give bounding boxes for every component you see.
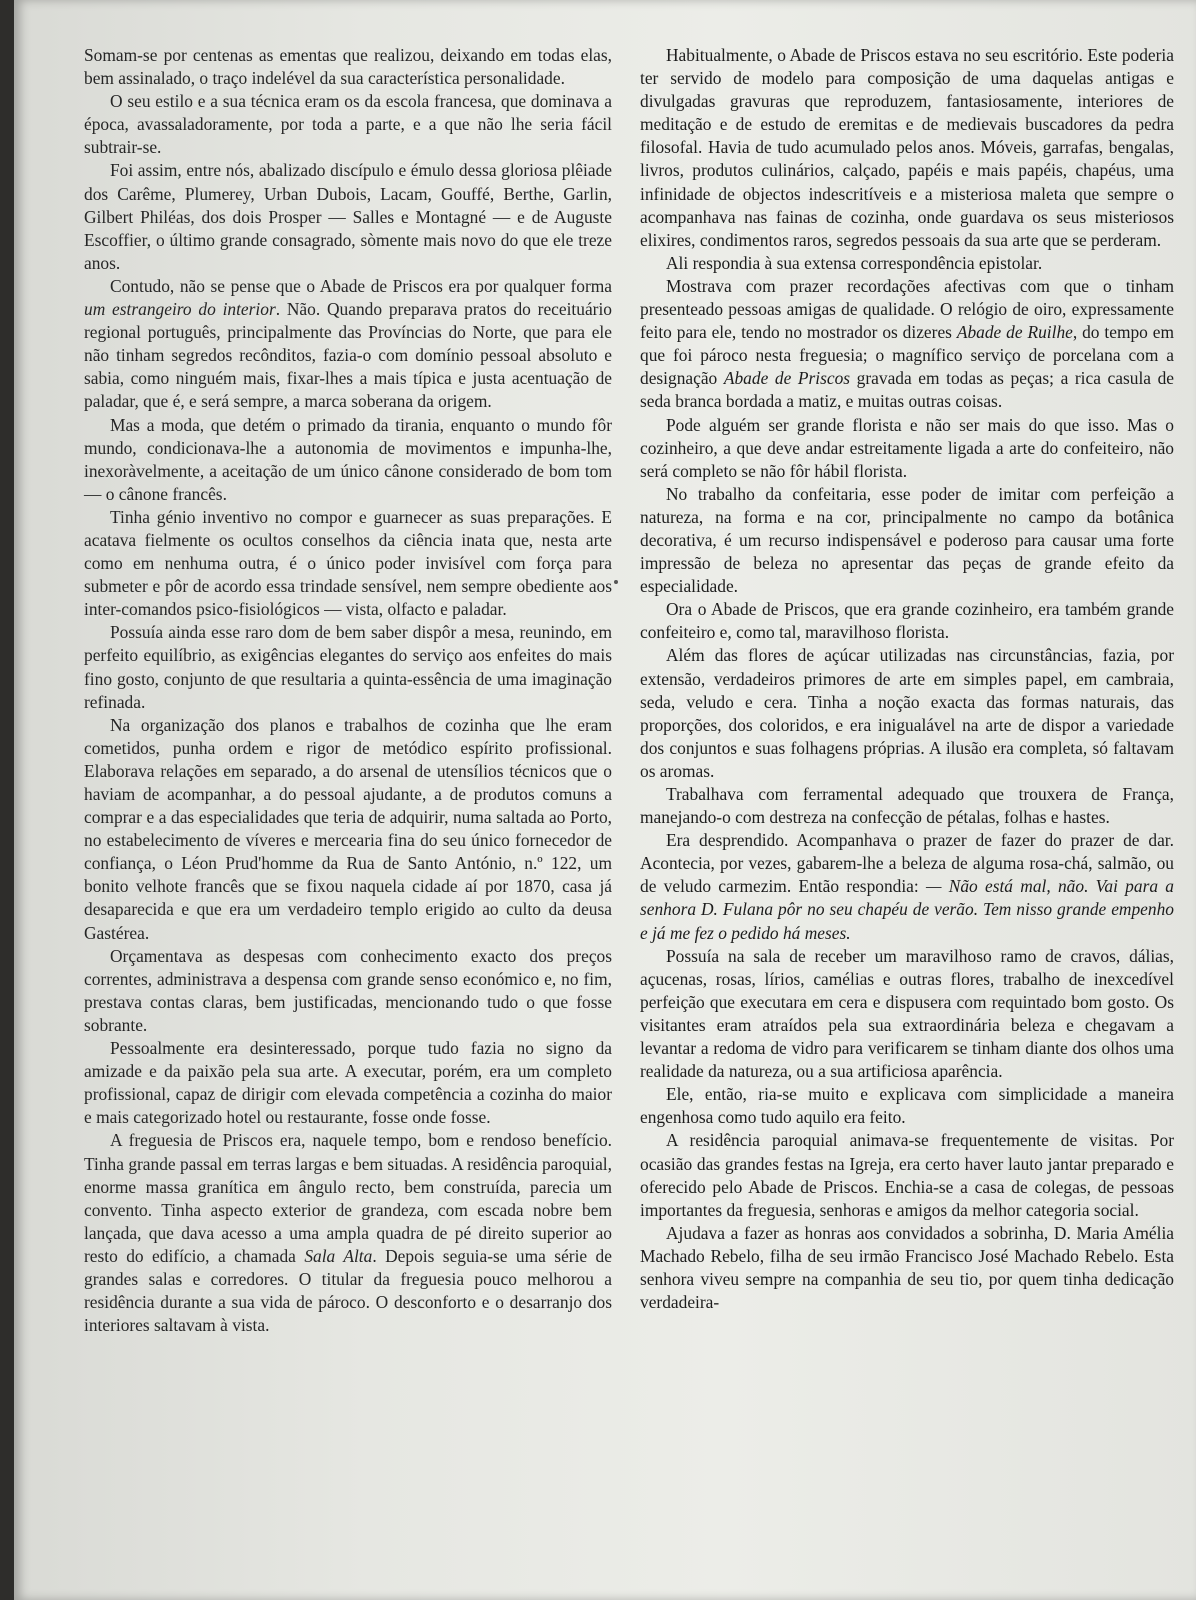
paragraph — [84, 1129, 612, 1337]
paragraph: O seu estilo e a sua técnica eram os da escola francesa, que dominava a época, avassaladoramente, por toda a parte, e a que não lhe seria fácil subtrair-se. — [84, 91, 612, 158]
italic-phrase: um estrangeiro do interior — [84, 299, 276, 320]
italic-phrase: Sala Alta — [304, 1245, 373, 1266]
paragraph — [640, 275, 1174, 414]
book-page — [14, 0, 1196, 1600]
paragraph: Pode alguém ser grande florista e não ser mais do que isso. Mas o cozinheiro, a que deve andar estreitamente ligada a arte do confeiteiro, não será completo se não fôr hábil florista. — [640, 414, 1174, 481]
paragraph: Foi assim, entre nós, abalizado discípulo e émulo dessa gloriosa plêiade dos Carême, Plumerey, Urban Dubois, Lacam, Gouffé, Berthe, Garlin, Gilbert Philéas, dos dois Prosper — Salles e Montagné — e de Auguste Escoffier, o último grande consagrado, sòmente mais novo do que ele treze anos. — [84, 160, 612, 273]
paragraph: Ali respondia à sua extensa correspondência epistolar. — [666, 252, 1043, 273]
paragraph: Tinha génio inventivo no compor e guarnecer as suas preparações. E acatava fielmente os ocultos conselhos da ciência inata que, nesta arte como em nenhuma outra, é o único poder invisível com força para submeter e pôr de acordo essa trindade sensível, nem sempre obediente aos inter-comandos psico-fisiológicos — vista, olfacto e paladar. — [84, 506, 612, 620]
paragraph: Orçamentava as despesas com conhecimento exacto dos preços correntes, administrava a despensa com grande senso económico e, no fim, prestava contas claras, bem justificadas, mencionando tudo o que fosse sobrante. — [84, 945, 612, 1035]
paragraph — [84, 275, 612, 414]
paragraph: Mas a moda, que detém o primado da tirania, enquanto o mundo fôr mundo, condicionava-lhe a autonomia de movimentos e impunha-lhe, inexoràvelmente, a aceitação de um único cânone considerado de bom tom — o cânone francês. — [84, 414, 612, 504]
paragraph-text: , do tempo em que foi pároco nesta freguesia; o magnífico serviço de porcelana com a designação — [640, 322, 1174, 389]
print-speck — [614, 580, 618, 584]
paragraph — [640, 829, 1174, 944]
paragraph-text: . Não. Quando preparava pratos do receituário regional português, principalmente das Províncias do Norte, que para ele não tinham segredos recônditos, fazia-o com domínio pessoal absoluto e sabia, como ninguém mais, fixar-lhes a mais típica e justa acentuação de paladar, que é, e será sempre, a marca soberana da origem. — [84, 299, 612, 412]
paragraph: Ele, então, ria-se muito e explicava com simplicidade a maneira engenhosa como tudo aquilo era feito. — [640, 1084, 1174, 1128]
paragraph: No trabalho da confeitaria, esse poder de imitar com perfeição a natureza, na forma e na cor, principalmente no campo da botânica decorativa, é um recurso indispensável e poderoso para causar uma forte impressão de beleza no apresentar das peças de grande efeito da especialidade. — [640, 483, 1174, 597]
left-text-column — [84, 44, 612, 1337]
paragraph-text: Contudo, não se pense que o Abade de Priscos era por qualquer forma — [110, 275, 612, 296]
paragraph: Somam-se por centenas as ementas que realizou, deixando em todas elas, bem assinalado, o traço indelével da sua característica personalidade. — [84, 45, 612, 89]
paragraph-text: . Depois seguia-se uma série de grandes salas e corredores. O titular da freguesia pouco melhorou a residência durante a sua vida de pároco. O desconforto e o desarranjo dos interiores saltavam à vista. — [84, 1245, 612, 1336]
paragraph-text: gravada em todas as peças; a rica casula de seda branca bordada a matiz, e muitas outras coisas. — [640, 368, 1175, 412]
paragraph: Possuía ainda esse raro dom de bem saber dispôr a mesa, reunindo, em perfeito equilíbrio, as exigências elegantes do serviço aos enfeites do mais fino gosto, conjunto de que resultaria a quinta-essência de uma imaginação refinada. — [84, 622, 612, 712]
right-text-column — [640, 44, 1174, 1314]
paragraph: Ora o Abade de Priscos, que era grande cozinheiro, era também grande confeiteiro e, como tal, maravilhoso florista. — [640, 599, 1174, 643]
paragraph-text: Era desprendido. Acompanhava o prazer de fazer do prazer de dar. Acontecia, por vezes, gabarem-lhe a beleza de alguma rosa-chá, salmão, ou de veludo carmezim. Então respondia: — [640, 830, 1174, 897]
paragraph: Pessoalmente era desinteressado, porque tudo fazia no signo da amizade e da paixão pela sua arte. A executar, porém, era um completo profissional, capaz de dirigir com elevada competência a cozinha do maior e mais categorizado hotel ou restaurante, fosse onde fosse. — [84, 1038, 612, 1128]
paragraph: A residência paroquial animava-se frequentemente de visitas. Por ocasião das grandes festas na Igreja, era certo haver lauto jantar preparado e oferecido pelo Abade de Priscos. Enchia-se a casa de colegas, de pessoas importantes da freguesia, senhoras e amigos da melhor categoria social. — [640, 1130, 1174, 1220]
italic-phrase: Abade de Priscos — [723, 368, 851, 389]
italic-quote: — Não está mal, não. Vai para a senhora D. Fulana pôr no seu chapéu de verão. Tem nisso grande empenho e já me fez o pedido há meses. — [640, 876, 1174, 943]
paragraph: Trabalhava com ferramental adequado que trouxera de França, manejando-o com destreza na confecção de pétalas, folhas e hastes. — [640, 784, 1174, 828]
italic-phrase: Abade de Ruilhe — [956, 322, 1073, 343]
paragraph: Ajudava a fazer as honras aos convidados a sobrinha, D. Maria Amélia Machado Rebelo, filha de seu irmão Francisco José Machado Rebelo. Esta senhora viveu sempre na companhia de seu tio, por quem tinha dedicação verdadeira- — [640, 1222, 1174, 1313]
paragraph: Na organização dos planos e trabalhos de cozinha que lhe eram cometidos, punha ordem e rigor de metódico espírito profissional. Elaborava relações em separado, a do arsenal de utensílios técnicos que o haviam de acompanhar, a do pessoal ajudante, a de produtos comuns a comprar e a das especialidades que teria de adquirir, numa saltada ao Porto, no estabelecimento de víveres e mercearia fina do seu único fornecedor de confiança, o Léon Prud'homme da Rua de Santo António, n.º 122, um bonito velhote francês que se fixou naquela cidade aí por 1870, casa já desaparecida e que era um verdadeiro templo erigido ao culto da deusa Gastérea. — [84, 714, 612, 943]
paragraph-text: Mostrava com prazer recordações afectivas com que o tinham presenteado pessoas amigas de qualidade. O relógio de oiro, expressamente feito para ele, tendo no mostrador os dizeres — [640, 275, 1174, 343]
paragraph: Além das flores de açúcar utilizadas nas circunstâncias, fazia, por extensão, verdadeiros primores de arte em simples papel, em cambraia, seda, veludo e cera. Tinha a noção exacta das formas naturais, das proporções, dos coloridos, e era inigualável na arte de dispor a variedade dos conjuntos e suas folhagens próprias. A ilusão era completa, só faltavam os aromas. — [640, 645, 1174, 781]
paragraph: Possuía na sala de receber um maravilhoso ramo de cravos, dálias, açucenas, rosas, lírios, camélias e outras flores, trabalho de inexcedível perfeição que executara em cera e dispusera com requintado bom gosto. Os visitantes eram atraídos pela sua extraordinária beleza e chegavam a levantar a redoma de vidro para verificarem se tinham diante dos olhos uma realidade da natureza, ou a sua artificiosa aparência. — [640, 945, 1174, 1082]
paragraph-text: A freguesia de Priscos era, naquele tempo, bom e rendoso benefício. Tinha grande passal em terras largas e bem situadas. A residência paroquial, enorme massa granítica em ângulo recto, bem construída, parecia um convento. Tinha aspecto exterior de grandeza, com escada nobre bem lançada, que dava acesso a uma ampla quadra de pé direito superior ao resto do edifício, a chamada — [84, 1130, 612, 1266]
paragraph: Habitualmente, o Abade de Priscos estava no seu escritório. Este poderia ter servido de modelo para composição de uma daquelas antigas e divulgadas gravuras que reproduzem, fantasiosamente, interiores de meditação e de estudo de eremitas e de medievais buscadores da pedra filosofal. Havia de tudo acumulado pelos anos. Móveis, garrafas, bengalas, livros, produtos culinários, calçado, papéis e mais papéis, chapéus, uma infinidade de objectos indescritíveis e a misteriosa maleta que sempre o acompanhava nas fainas de cozinha, onde guardava os seus misteriosos elixires, condimentos raros, segredos pessoais da sua arte que se perderam. — [640, 45, 1174, 250]
